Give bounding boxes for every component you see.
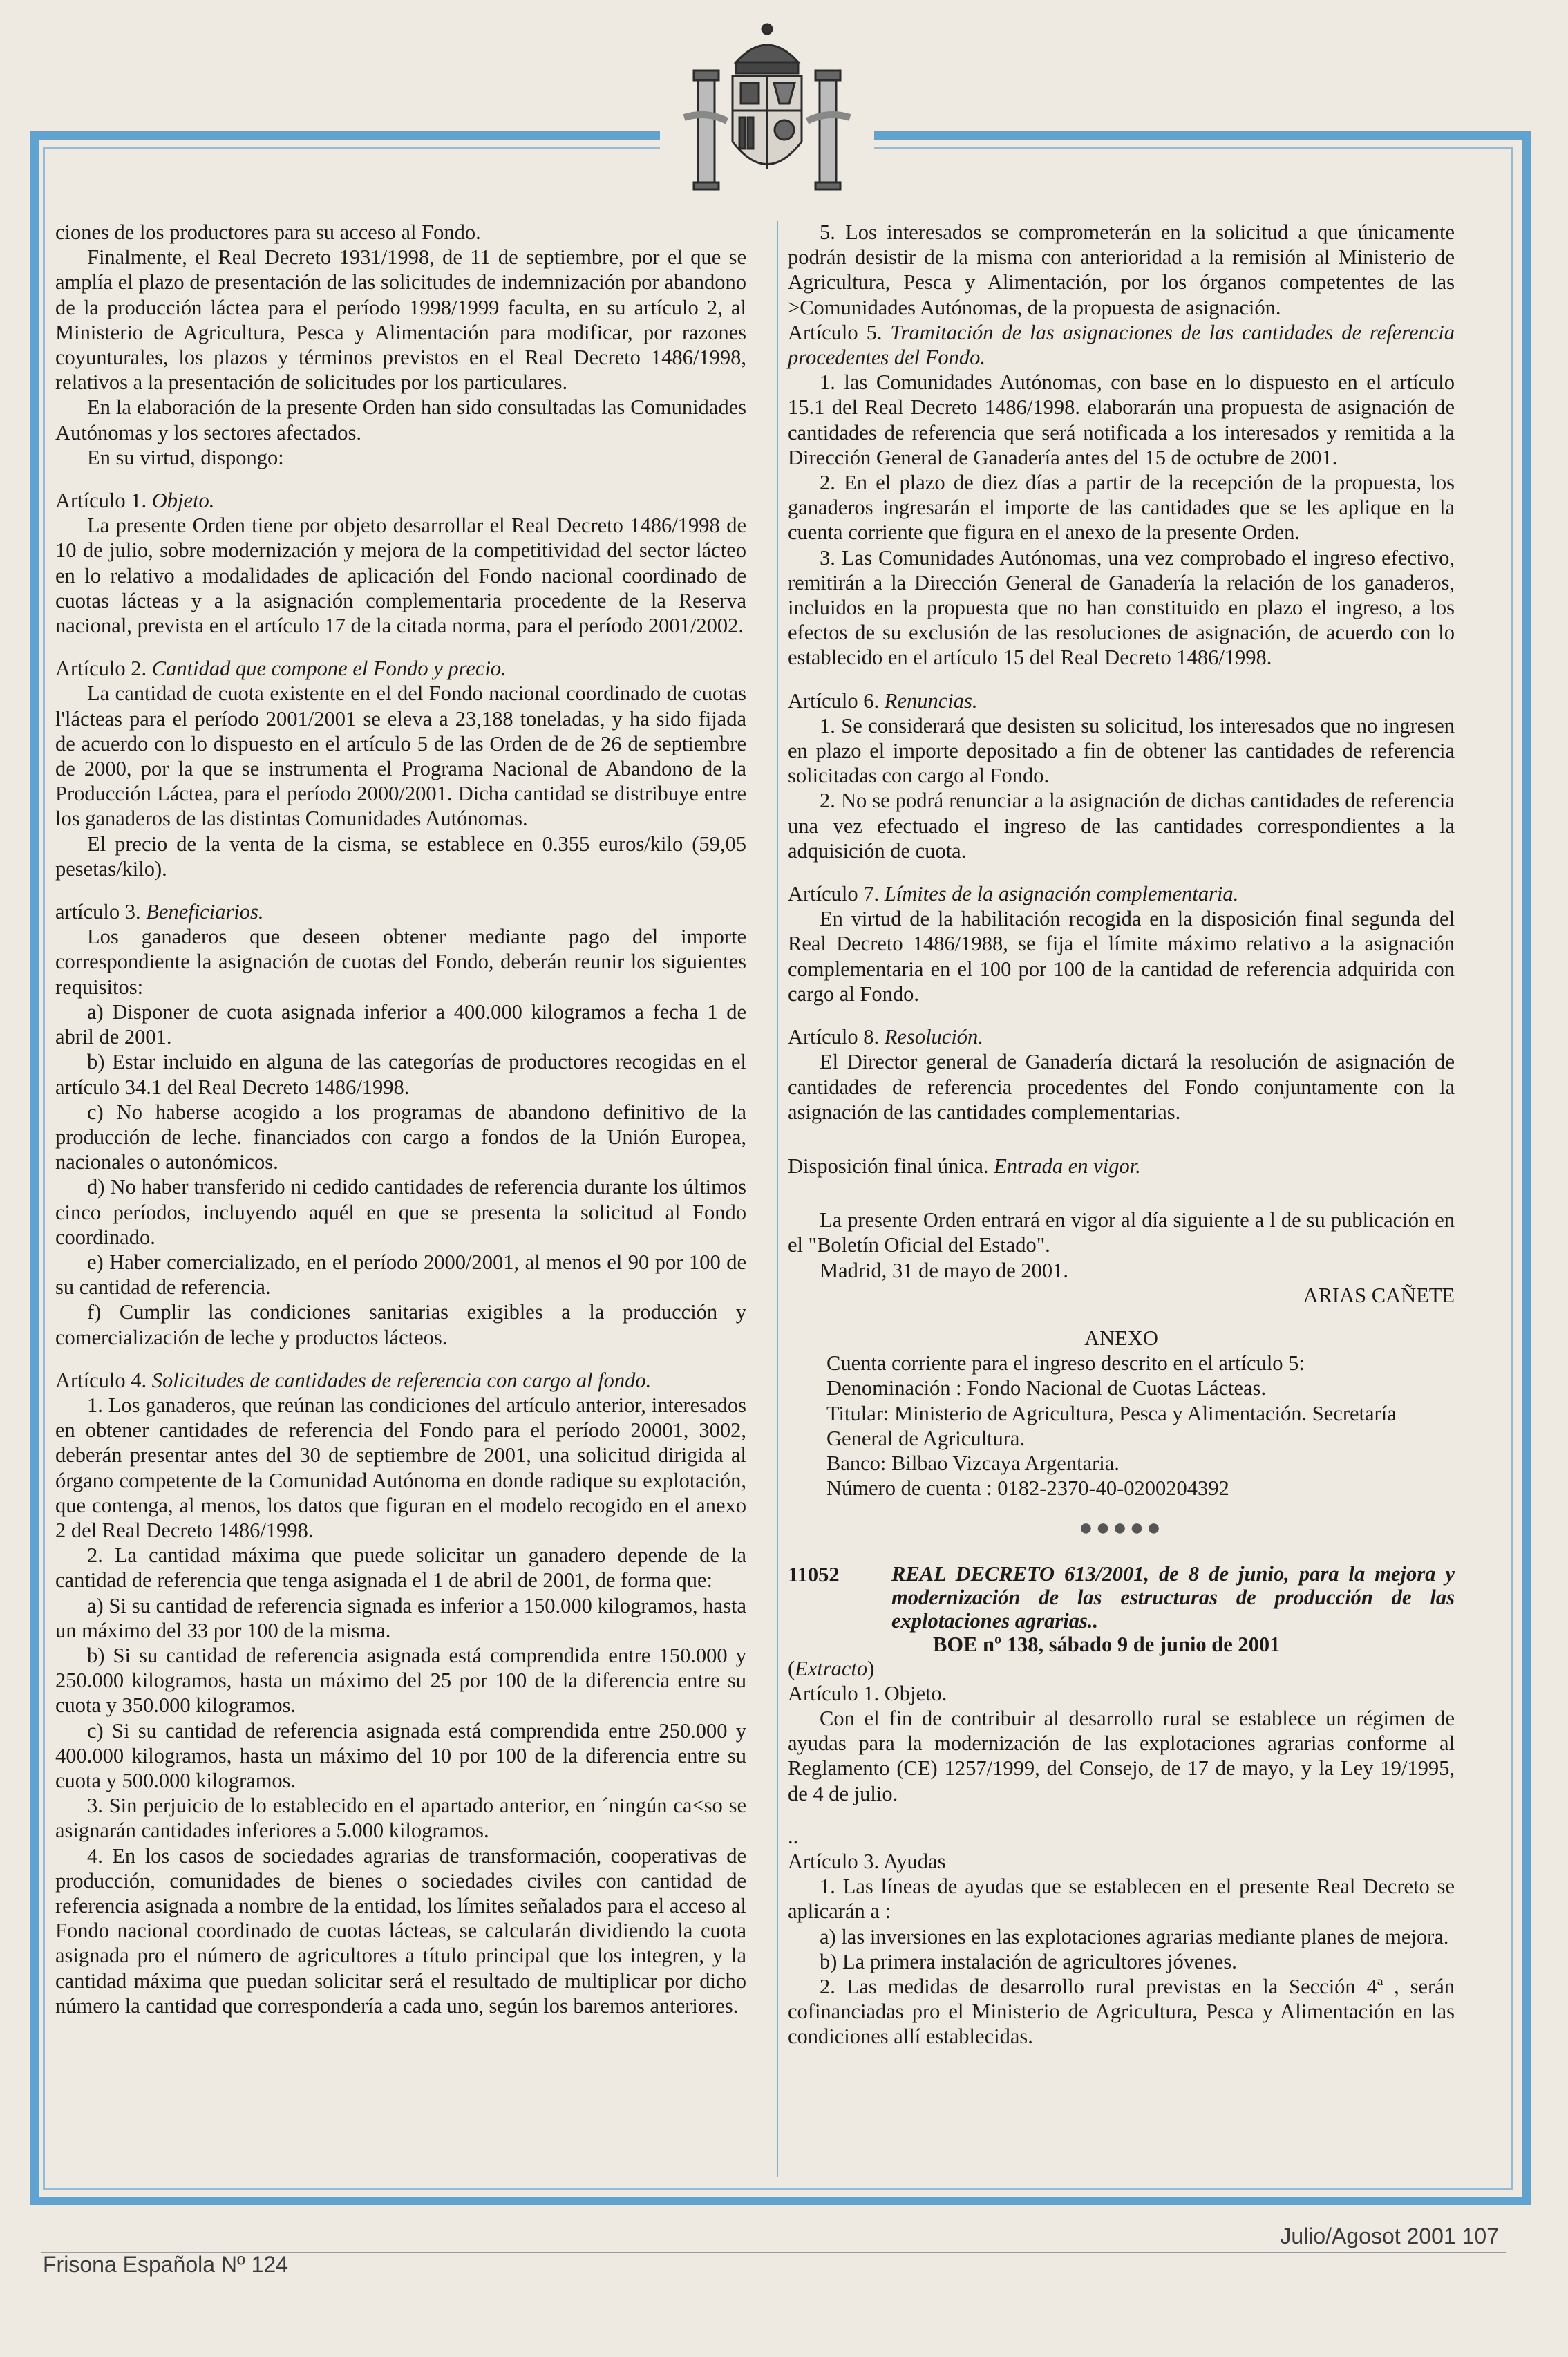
right-paragraph: ANEXO [1084, 1326, 1158, 1350]
right-paragraph: 2. En el plazo de diez días a partir de la recepción de la propuesta, los ganaderos ingresarán el importe de las cantidades que se les aplique en la cuenta corriente que figura en el anexo de la presente Orden. [788, 471, 1455, 545]
right-paragraph: Denominación : Fondo Nacional de Cuotas Lácteas. [826, 1376, 1267, 1400]
right-paragraph: Titular: Ministerio de Agricultura, Pesca y Alimentación. Secretaría General de Agricultura. [826, 1401, 1397, 1450]
left-paragraph: Artículo 4. Solicitudes de cantidades de referencia con cargo al fondo. [55, 1368, 652, 1392]
left-paragraph: b) Si su cantidad de referencia asignada está comprendida entre 150.000 y 250.000 kilogramos, hasta un máximo del 25 por 100 de la diferencia entre su cuota y 350.000 kilogramos. [55, 1643, 746, 1718]
left-paragraph: a) Si su cantidad de referencia signada es inferior a 150.000 kilogramos, hasta un máximo del 33 por 100 de la misma. [55, 1593, 746, 1642]
footer-magazine-issue: Frisona Española Nº 124 [43, 2252, 288, 2277]
right-paragraph: Disposición final única. Entrada en vigor. [788, 1154, 1141, 1178]
left-paragraph: En su virtud, dispongo: [87, 445, 284, 469]
right-paragraph: 2. No se podrá renunciar a la asignación de dichas cantidades de referencia una vez efectuado el ingreso de las cantidades correspondientes a la adquisición de cuota. [788, 789, 1455, 863]
left-paragraph: 3. Sin perjuicio de lo establecido en el apartado anterior, en ´ningún ca<so se asignarán cantidades inferiores a 5.000 kilogramos. [55, 1794, 746, 1843]
left-paragraph: La cantidad de cuota existente en el del Fondo nacional coordinado de cuotas l'lácteas para el período 2001/2001 se eleva a 23,188 toneladas, y ha sido fijada de acuerdo con lo dispuesto en el artículo 5 de las Orden de de 26 de septiembre de 2000, por la que se instrumenta el Programa Nacional de Abandono de la Producción Láctea, para el período 2000/2001. Dicha cantidad se distribuye entre los ganaderos de las distintas Comunidades Autónomas. [55, 682, 746, 831]
left-paragraph: En la elaboración de la presente Orden han sido consultadas las Comunidades Autónomas y los sectores afectados. [55, 395, 746, 444]
right-paragraph: 3. Las Comunidades Autónomas, una vez comprobado el ingreso efectivo, remitirán a la Dirección General de Ganadería la relación de los ganaderos, incluidos en la propuesta que no han constituido en plazo el ingreso, a los efectos de su exclusión de las resoluciones de asignación, de acuerdo con lo establecido en el artículo 15 del Real Decreto 1486/1998. [788, 545, 1455, 670]
decree-paragraph: Con el fin de contribuir al desarrollo rural se establece un régimen de ayudas para la modernización de las explotaciones agrarias conforme al Reglamento (CE) 1257/1999, del Consejo, de 17 de mayo, y la Ley 19/1995, de 4 de julio. [788, 1706, 1455, 1805]
decree-title: REAL DECRETO 613/2001, de 8 de junio, para la mejora y modernización de las estructuras de producción de las explotaciones agrarias.. BOE nº 138, sábado 9 de junio de 2001 [891, 1561, 1455, 1656]
left-paragraph: Los ganaderos que deseen obtener mediante pago del importe correspondiente la asignación de cuotas del Fondo, deberán reunir los siguientes requisitos: [55, 925, 746, 999]
right-paragraph: Artículo 6. Renuncias. [788, 688, 978, 713]
right-paragraph: Artículo 5. Tramitación de las asignaciones de las cantidades de referencia procedentes del Fondo. [788, 320, 1455, 370]
decree-paragraph: (Extracto) [788, 1656, 875, 1680]
right-paragraph: La presente Orden entrará en vigor al día siguiente a l de su publicación en el "Boletín Oficial del Estado". [788, 1208, 1455, 1257]
right-paragraph: En virtud de la habilitación recogida en la disposición final segunda del Real Decreto 1486/1988, se fija el límite máximo relativo a la asignación complementaria en el 100 por 100 de la cantidad de referencia adquirida con cargo al Fondo. [788, 907, 1455, 1006]
right-paragraph: ARIAS CAÑETE [1303, 1283, 1455, 1307]
left-paragraph: La presente Orden tiene por objeto desarrollar el Real Decreto 1486/1998 de 10 de julio, sobre modernización y mejora de la competitividad del sector lácteo en lo relativo a modalidades de aplicación del Fondo nacional coordinado de cuotas lácteas y a la asignación complementaria procedente de la Reserva nacional, prevista en el artículo 17 de la citada norma, para el período 2001/2002. [55, 514, 746, 638]
right-paragraph: Artículo 7. Límites de la asignación complementaria. [788, 882, 1239, 906]
decree-paragraph: b) La primera instalación de agricultores jóvenes. [820, 1949, 1237, 1973]
decree-boe-reference: BOE nº 138, sábado 9 de junio de 2001 [933, 1632, 1281, 1656]
decree-heading [788, 1562, 1455, 1656]
decree-paragraph: 1. Las líneas de ayudas que se establecen en el presente Real Decreto se aplicarán a : [788, 1875, 1455, 1924]
left-paragraph: c) No haberse acogido a los programas de abandono definitivo de la producción de leche. financiados con cargo a fondos de la Unión Europea, nacionales o autonómicos. [55, 1100, 746, 1174]
right-paragraph: Madrid, 31 de mayo de 2001. [820, 1258, 1068, 1282]
left-paragraph: c) Si su cantidad de referencia asignada está comprendida entre 250.000 y 400.000 kilogramos, hasta un máximo del 10 por 100 de la diferencia entre su cuota y 500.000 kilogramos. [55, 1718, 746, 1792]
left-paragraph: b) Estar incluido en alguna de las categorías de productores recogidas en el artículo 34.1 del Real Decreto 1486/1998. [55, 1050, 746, 1099]
right-paragraph: Artículo 8. Resolución. [788, 1025, 983, 1049]
left-paragraph: e) Haber comercializado, en el período 2000/2001, al menos el 90 por 100 de su cantidad de referencia. [55, 1250, 746, 1299]
decree-number: 11052 [788, 1562, 840, 1586]
decree-paragraph: Artículo 1. Objeto. [788, 1681, 947, 1705]
decree-paragraph: a) las inversiones en las explotaciones agrarias mediante planes de mejora. [820, 1924, 1449, 1948]
right-paragraph: 1. Se considerará que desisten su solicitud, los interesados que no ingresen en plazo el importe depositado a fin de obtener las cantidades de referencia solicitadas con cargo al Fondo. [788, 713, 1455, 788]
column-divider [777, 221, 778, 2177]
left-paragraph: artículo 3. Beneficiarios. [55, 900, 264, 924]
decree-paragraph: .. [788, 1824, 799, 1848]
right-paragraph: Banco: Bilbao Vizcaya Argentaria. [826, 1451, 1120, 1475]
left-paragraph: a) Disponer de cuota asignada inferior a 400.000 kilogramos a fecha 1 de abril de 2001. [55, 999, 746, 1049]
left-paragraph: 4. En los casos de sociedades agrarias de transformación, cooperativas de producción, comunidades de bienes o sociedades civiles con cantidad de referencia asignada a nombre de la entidad, los límites señalados para el acceso al Fondo nacional coordinado de cuotas lácteas, se calcularán dividiendo la cuota asignada pro el número de agricultores a título principal que los integren, y la cantidad máxima que puedan solicitar será el resultado de multiplicar por dicho número la cantidad que correspondería a cada uno, según los baremos anteriores. [55, 1843, 746, 2018]
coat-of-arms-emblem [663, 14, 871, 200]
footer-date-page: Julio/Agosot 2001 107 [1280, 2224, 1499, 2248]
right-paragraph: 1. las Comunidades Autónomas, con base en lo dispuesto en el artículo 15.1 del Real Decreto 1486/1998. elaborarán una propuesta de asignación de cantidades de referencia que será notificada a los interesados y remitida a la Dirección General de Ganadería antes del 15 de octubre de 2001. [788, 370, 1455, 469]
left-paragraph: 2. La cantidad máxima que puede solicitar un ganadero depende de la cantidad de referencia que tenga asignada el 1 de abril de 2001, de forma que: [55, 1543, 746, 1593]
left-paragraph: Artículo 1. Objeto. [55, 489, 215, 513]
left-paragraph: Artículo 2. Cantidad que compone el Fondo y precio. [55, 657, 507, 681]
left-paragraph: El precio de la venta de la cisma, se establece en 0.355 euros/kilo (59,05 pesetas/kilo). [55, 832, 746, 881]
decree-paragraph: 2. Las medidas de desarrollo rural previstas en la Sección 4ª , serán cofinanciadas pro el Ministerio de Agricultura, Pesca y Alimentación en las condiciones allí establecidas. [788, 1974, 1455, 2049]
left-paragraph: Finalmente, el Real Decreto 1931/1998, de 11 de septiembre, por el que se amplía el plazo de presentación de las solicitudes de indemnización por abandono de la producción láctea para el período 1998/1999 faculta, en su artículo 2, al Ministerio de Agricultura, Pesca y Alimentación para modificar, por razones coyunturales, los plazos y términos previstos en el Real Decreto 1486/1998, relativos a la presentación de solicitudes por los particulares. [55, 245, 746, 395]
left-paragraph: ciones de los productores para su acceso al Fondo. [55, 220, 481, 244]
section-separator: ●●●●● [1079, 1515, 1164, 1541]
right-column [788, 220, 1455, 2049]
right-paragraph: Número de cuenta : 0182-2370-40-0200204392 [826, 1476, 1229, 1501]
right-paragraph: Cuenta corriente para el ingreso descrito en el artículo 5: [826, 1351, 1305, 1375]
left-column [55, 220, 746, 2018]
right-paragraph: El Director general de Ganadería dictará la resolución de asignación de cantidades de referencia procedentes del Fondo conjuntamente con la asignación de las cantidades complementarias. [788, 1050, 1455, 1124]
left-paragraph: 1. Los ganaderos, que reúnan las condiciones del artículo anterior, interesados en obtener cantidades de referencia del Fondo para el período 20001, 3002, deberán presentar antes del 30 de septiembre de 2001, una solicitud dirigida al órgano competente de la Comunidad Autónoma en donde radique su explotación, que contenga, al menos, los datos que figuran en el modelo recogido en el anexo 2 del Real Decreto 1486/1998. [55, 1393, 746, 1542]
left-paragraph: f) Cumplir las condiciones sanitarias exigibles a la producción y comercialización de leche y productos lácteos. [55, 1300, 746, 1349]
left-paragraph: d) No haber transferido ni cedido cantidades de referencia durante los últimos cinco períodos, incluyendo aquél en que se presenta la solicitud al Fondo coordinado. [55, 1175, 746, 1249]
right-paragraph: 5. Los interesados se comprometerán en la solicitud a que únicamente podrán desistir de la misma con anterioridad a la remisión al Ministerio de Agricultura, Pesca y Alimentación, por los órganos competentes de las >Comunidades Autónomas, de la propuesta de asignación. [788, 220, 1455, 319]
decree-paragraph: Artículo 3. Ayudas [788, 1849, 946, 1873]
